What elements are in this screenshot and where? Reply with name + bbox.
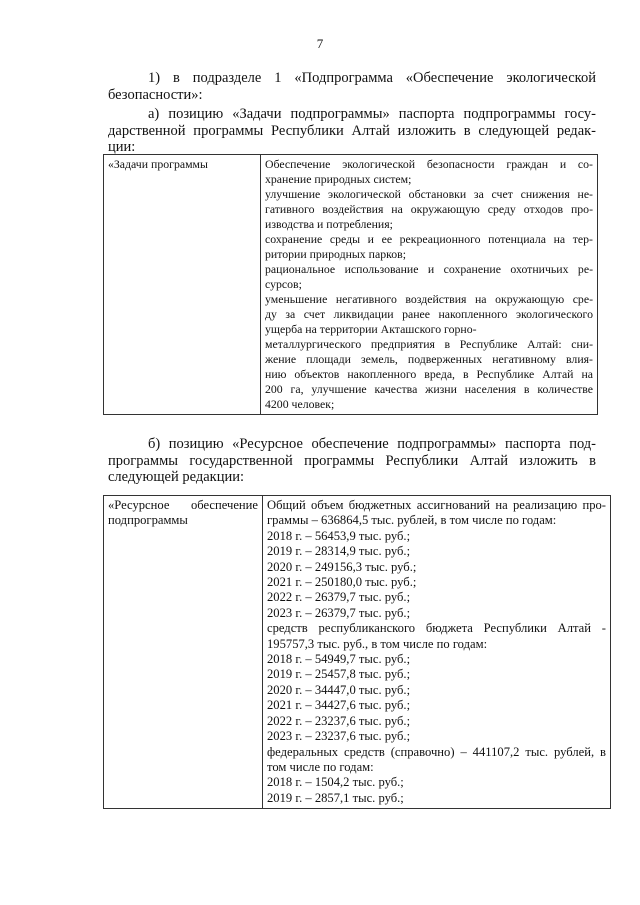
item-a-line-1: а) позицию «Задачи подпрограммы» паспорта подпрограммы госу- [148, 106, 596, 122]
tasks-line: сохранение среды и ее рекреационного потенциала на тер- [265, 232, 593, 246]
item-a-line-2: дарственной программы Республики Алтай изложить в следующей редак- [108, 122, 596, 139]
tasks-label-cell [104, 155, 261, 415]
resources-line: 2020 г. – 34447,0 тыс. руб.; [267, 682, 411, 697]
tasks-line: Обеспечение экологической безопасности граждан и со- [265, 157, 593, 171]
resources-line: 2019 г. – 28314,9 тыс. руб.; [267, 544, 411, 559]
tasks-line: 4200 человек; [265, 397, 335, 411]
resources-line: федеральных средств (справочно) – 441107,2 тыс. рублей, в [267, 744, 606, 759]
resources-line: 2021 г. – 34427,6 тыс. руб.; [267, 698, 411, 713]
tasks-line: жение площади земель, подверженных негативному влия- [265, 352, 593, 366]
tasks-line: 200 га, улучшение качества жизни населения в количестве [265, 382, 593, 396]
page-number: 7 [316, 36, 324, 51]
tasks-label: «Задачи программы [108, 157, 208, 171]
resources-line: 2018 г. – 1504,2 тыс. руб.; [267, 775, 404, 790]
resources-line: 2018 г. – 54949,7 тыс. руб.; [267, 652, 411, 667]
tasks-line: улучшение экологической обстановки за счет снижения не- [265, 187, 593, 201]
item-b-line-1: б) позицию «Ресурсное обеспечение подпрограммы» паспорта под- [148, 436, 596, 452]
resources-line: 2018 г. – 56453,9 тыс. руб.; [267, 528, 411, 543]
intro-line-2: безопасности»: [108, 86, 203, 103]
resources-label-line-2: подпрограммы [108, 513, 188, 528]
tasks-line: рациональное использование и сохранение охотничьих ре- [265, 262, 593, 276]
resources-line: 2019 г. – 25457,8 тыс. руб.; [267, 667, 411, 682]
resources-label-line-1: «Ресурсное обеспечение [108, 498, 258, 512]
tasks-line: гативного воздействия на окружающую среду отходов про- [265, 202, 593, 216]
tasks-line: изводства и потребления; [265, 217, 393, 231]
resources-line: 2022 г. – 26379,7 тыс. руб.; [267, 590, 411, 605]
item-a-paragraph [108, 106, 596, 156]
resources-line: 2020 г. – 249156,3 тыс. руб.; [267, 559, 417, 574]
table-row [104, 496, 611, 809]
item-b-paragraph [108, 436, 596, 486]
resources-content-cell [263, 496, 611, 809]
tasks-line: ритории природных парков; [265, 247, 406, 261]
tasks-content-cell [261, 155, 598, 415]
resources-line: граммы – 636864,5 тыс. рублей, в том числе по годам: [267, 513, 557, 528]
resources-line: 195757,3 тыс. руб., в том числе по годам: [267, 636, 488, 651]
resources-line: 2019 г. – 2857,1 тыс. руб.; [267, 790, 404, 805]
resources-line: 2021 г. – 250180,0 тыс. руб.; [267, 575, 417, 590]
tasks-table [103, 154, 598, 415]
resources-line: 2023 г. – 23237,6 тыс. руб.; [267, 729, 411, 744]
resources-line: 2023 г. – 26379,7 тыс. руб.; [267, 605, 411, 620]
resources-table [103, 495, 611, 809]
tasks-line: металлургического предприятия в Республике Алтай: сни- [265, 337, 593, 351]
item-b-line-2: программы государственной программы Республики Алтай изложить в [108, 452, 596, 469]
tasks-line: ущерба на территории Акташского горно- [265, 322, 477, 336]
item-a-line-3: ции: [108, 139, 136, 155]
resources-line: том числе по годам: [267, 759, 374, 774]
tasks-line: уменьшение негативного воздействия на окружающую сре- [265, 292, 593, 306]
tasks-line: хранение природных систем; [265, 172, 412, 186]
tasks-line: сурсов; [265, 277, 302, 291]
tasks-line: нию объектов накопленного вреда, в Республике Алтай на [265, 367, 593, 381]
resources-line: Общий объем бюджетных ассигнований на реализацию про- [267, 498, 606, 512]
intro-paragraph [108, 70, 596, 103]
resources-line: средств республиканского бюджета Республики Алтай - [267, 621, 606, 636]
item-b-line-3: следующей редакции: [108, 469, 245, 485]
resources-label-cell [104, 496, 263, 809]
table-row [104, 155, 598, 415]
intro-line-1: 1) в подразделе 1 «Подпрограмма «Обеспечение экологической [148, 70, 596, 86]
tasks-line: ду за счет ликвидации ранее накопленного экологического [265, 307, 593, 321]
resources-line: 2022 г. – 23237,6 тыс. руб.; [267, 713, 411, 728]
